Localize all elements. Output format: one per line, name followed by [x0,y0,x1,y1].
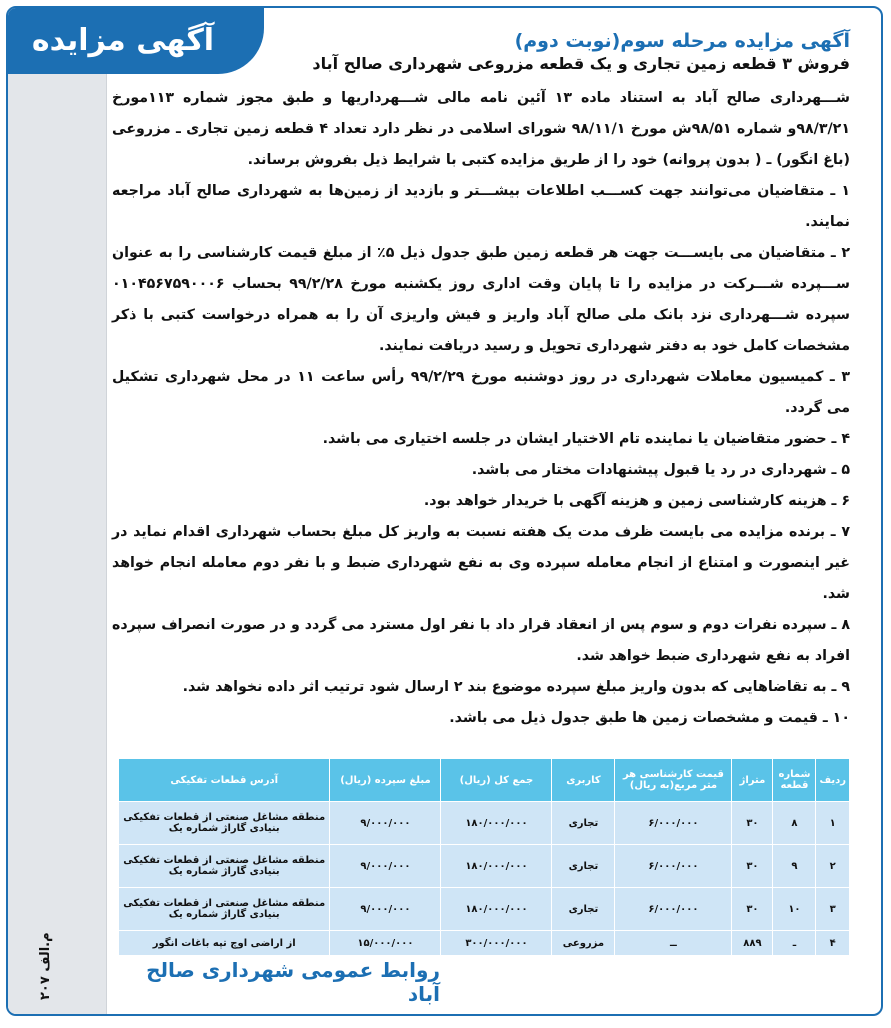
cell-deposit: ۹/۰۰۰/۰۰۰ [330,888,441,931]
clause-10: ۱۰ ـ قیمت و مشخصات زمین ها طبق جدول ذیل می باشد. [449,710,850,726]
cell-address: منطقه مشاغل صنعتی از قطعات تفکیکی بنیادی گاراژ شماره یک [119,802,330,845]
header-total: جمع کل (ریال) [441,759,552,802]
cell-unit-price: ــ [615,931,732,956]
cell-deposit: ۱۵/۰۰۰/۰۰۰ [330,931,441,956]
cell-unit-price: ۶/۰۰۰/۰۰۰ [615,802,732,845]
table-row [119,802,850,845]
clause-8: ۸ ـ سپرده نفرات دوم و سوم پس از انعقاد قرار داد با نفر اول مسترد می گردد و در صورت انصراف سپرده افراد به نفع شهرداری ضبط خواهد شد. [112,617,850,664]
cell-area: ۸۸۹ [732,931,773,956]
header-deposit: مبلغ سپرده (ریال) [330,759,441,802]
cell-address: منطقه مشاغل صنعتی از قطعات تفکیکی بنیادی گاراژ شماره یک [119,845,330,888]
table-header-row [119,759,850,802]
notice-subtitle: فروش ۳ قطعه زمین تجاری و یک قطعه مزروعی شهرداری صالح آباد [312,54,850,73]
clause-4: ۴ ـ حضور متقاضیان یا نماینده تام الاختیار ایشان در جلسه اختیاری می باشد. [322,431,850,447]
cell-lot-number: ۸ [773,802,816,845]
header-lot-number: شماره قطعه [773,759,816,802]
table-row [119,931,850,956]
cell-lot-number: ۹ [773,845,816,888]
header-area: متراژ [732,759,773,802]
clause-7: ۷ ـ برنده مزایده می بایست ظرف مدت یک هفته نسبت به واریز کل مبلغ بحساب شهرداری اقدام نماید در غیر اینصورت و امتناع از انجام معامله سپرده وی به نفع شهرداری ضبط و با نفر دوم معامله انجام خواهد شد. [112,524,850,602]
cell-usage: مزروعی [552,931,615,956]
cell-total: ۱۸۰/۰۰۰/۰۰۰ [441,888,552,931]
cell-row-number: ۲ [816,845,850,888]
cell-area: ۳۰ [732,845,773,888]
table-row [119,888,850,931]
banner-text: آگهی مزایده [31,23,215,58]
cell-usage: تجاری [552,888,615,931]
header-unit-price: قیمت کارشناسی هر متر مربع(به ریال) [615,759,732,802]
cell-row-number: ۴ [816,931,850,956]
clause-2: ۲ ـ متقاضیان می بایســـت جهت هر قطعه زمین طبق جدول ذیل ۵٪ از مبلغ قیمت کارشناسی را به عنوان ســـپرده شـــرکت در مزایده را تا پایان وقت اداری روز یکشنبه مورخ ۹۹/۲/۲۸ بحساب ۰۱۰۴۵۶۷۵۹۰۰۰۶ سپرده شـــهرداری نزد بانک ملی صالح آباد واریز و فیش واریزی آن را به همراه درخواست کتبی با ذکر مشخصات کامل خود به دفتر شهرداری تحویل و رسید دریافت نمایند. [112,245,851,354]
cell-address: از اراضی اوچ تپه باغات انگور [119,931,330,956]
intro-paragraph: شـــهرداری صالح آباد به استناد ماده ۱۳ آئین نامه مالی شـــهرداریها و طبق مجوز شماره ۱۱۳مورخ ۹۸/۳/۲۱و شماره ۹۸/۵۱ش مورخ ۹۸/۱۱/۱ شورای اسلامی در نظر دارد تعداد ۴ قطعه زمین تجاری ـ مزروعی (باغ انگور) ـ ( بدون پروانه) خود را از طریق مزایده کتبی با شرایط ذیل بفروش برساند. [112,90,851,168]
cell-unit-price: ۶/۰۰۰/۰۰۰ [615,888,732,931]
cell-total: ۱۸۰/۰۰۰/۰۰۰ [441,802,552,845]
cell-area: ۳۰ [732,802,773,845]
notice-title: آگهی مزایده مرحله سوم(نوبت دوم) [514,30,850,52]
clause-5: ۵ ـ شهرداری در رد یا قبول پیشنهادات مختار می باشد. [471,462,850,478]
header-address: آدرس قطعات تفکیکی [119,759,330,802]
cell-deposit: ۹/۰۰۰/۰۰۰ [330,802,441,845]
ad-code: م.الف ۲۰۷ [38,932,53,1000]
cell-address: منطقه مشاغل صنعتی از قطعات تفکیکی بنیادی گاراژ شماره یک [119,888,330,931]
cell-usage: تجاری [552,845,615,888]
cell-row-number: ۱ [816,802,850,845]
cell-row-number: ۳ [816,888,850,931]
land-table [118,758,850,956]
table-row [119,845,850,888]
cell-total: ۳۰۰/۰۰۰/۰۰۰ [441,931,552,956]
cell-deposit: ۹/۰۰۰/۰۰۰ [330,845,441,888]
land-table-wrap [118,758,850,956]
cell-unit-price: ۶/۰۰۰/۰۰۰ [615,845,732,888]
clause-6: ۶ ـ هزینه کارشناسی زمین و هزینه آگهی با خریدار خواهد بود. [423,493,850,509]
cell-lot-number: ـ [773,931,816,956]
notice-content [112,30,850,734]
left-sidebar [8,8,107,1014]
header-row-number: ردیف [816,759,850,802]
cell-lot-number: ۱۰ [773,888,816,931]
clause-1: ۱ ـ متقاضیان می‌توانند جهت کســـب اطلاعات بیشـــتر و بازدید از زمین‌ها به شهرداری صالح آباد مراجعه نمایند. [112,183,850,230]
cell-total: ۱۸۰/۰۰۰/۰۰۰ [441,845,552,888]
cell-usage: تجاری [552,802,615,845]
clause-3: ۳ ـ کمیسیون معاملات شهرداری در روز دوشنبه مورخ ۹۹/۲/۲۹ رأس ساعت ۱۱ در محل شهرداری تشکیل می گردد. [112,369,850,416]
clause-9: ۹ ـ به تقاضاهایی که بدون واریز مبلغ سپرده موضوع بند ۲ ارسال شود ترتیب اثر داده نخواهد شد. [182,679,850,695]
footer-signature: روابط عمومی شهرداری صالح آباد [146,958,440,1006]
cell-area: ۳۰ [732,888,773,931]
header-usage: کاربری [552,759,615,802]
